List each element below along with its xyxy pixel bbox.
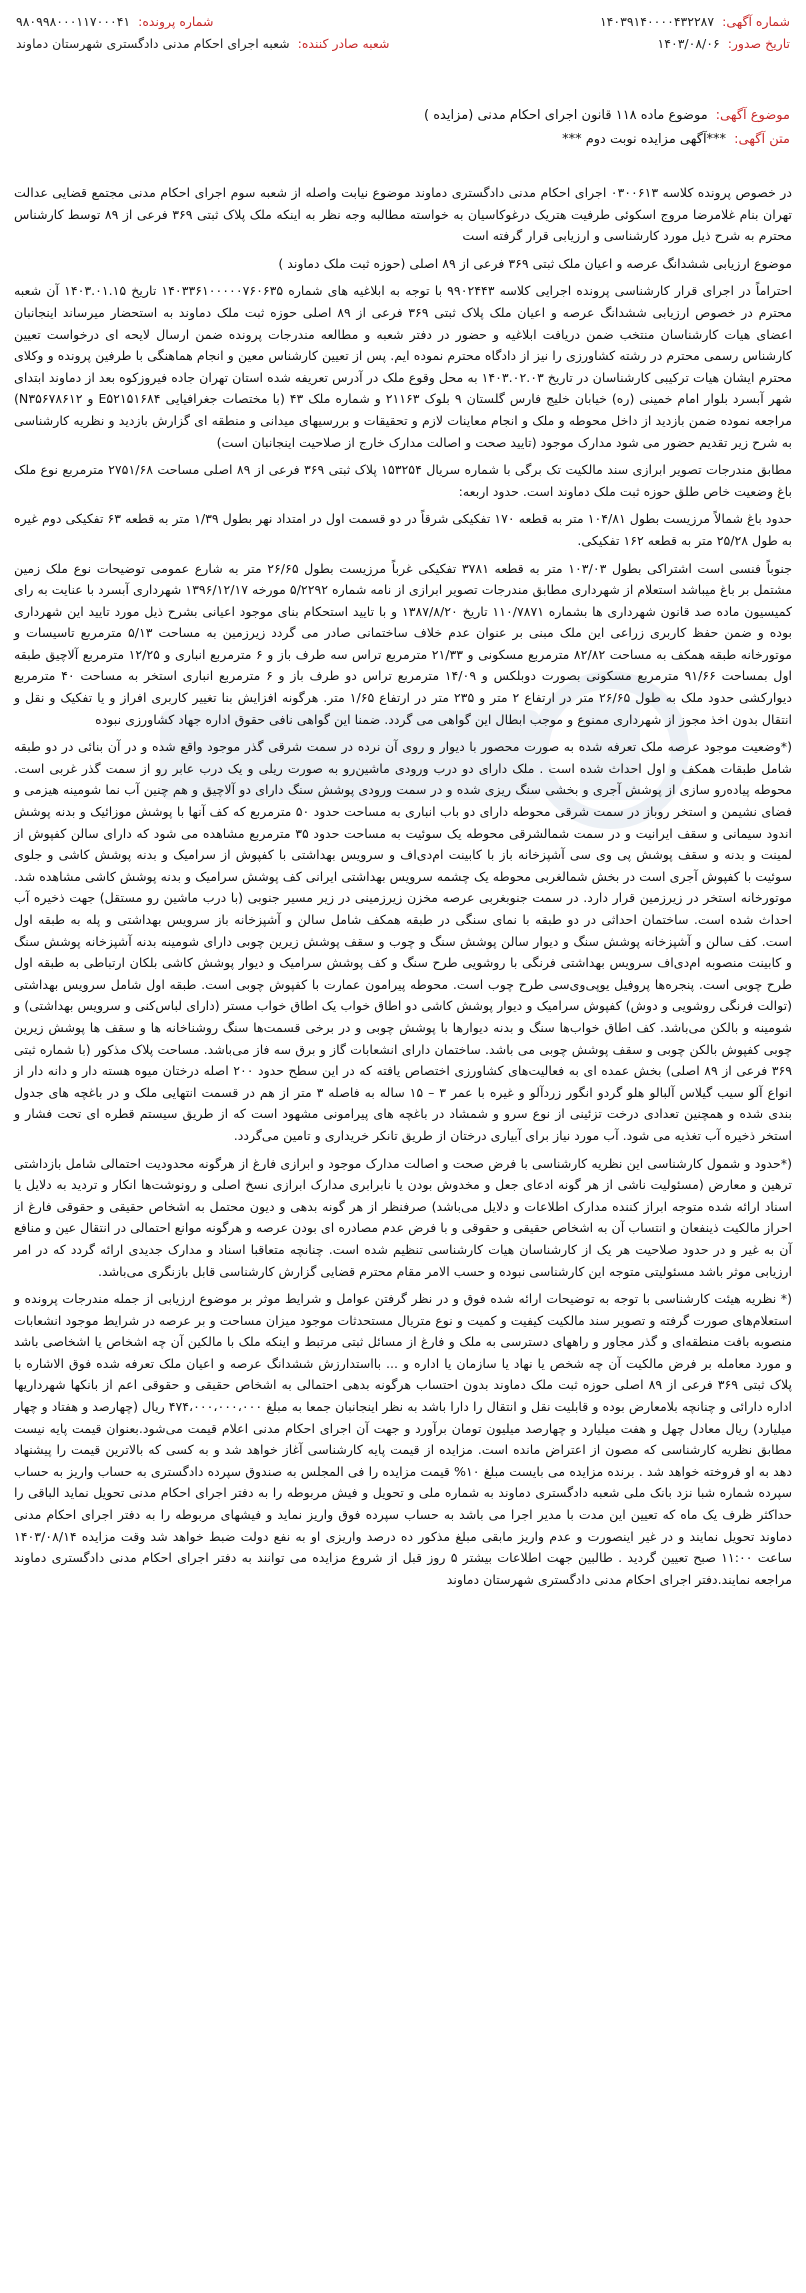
body-paragraph-deed: مطابق مندرجات تصویر ابرازی سند مالکیت تک برگی با شماره سریال ۱۵۳۲۵۴ پلاک ثبتی ۳۶۹ فرعی از ۸۹ اصلی مساحت ۲۷۵۱/۶۸ مترمربع نوع ملک باغ وضعیت خاص طلق حوزه ثبت ملک دماوند است. حدود اربعه: (14, 462, 792, 499)
case-number: ۹۸۰۹۹۸۰۰۰۱۱۷۰۰۰۴۱ (16, 13, 131, 29)
ad-number: ۱۴۰۳۹۱۴۰۰۰۰۴۳۲۲۸۷ (599, 13, 715, 29)
body-paragraph-scope: (*حدود و شمول کارشناسی این نظریه کارشناسی با فرض صحت و اصالت مدارک موجود و ابرازی فارغ از هرگونه محدودیت احتمالی شامل بازداشتی ترهین و معارض (مسئولیت ناشی از هر گونه ادعای جعل و مخدوش بودن یا نابرابری مدارک ابرازی نسخ اصلی و رونوشت‌ها انکار و تردید به دلایل یا اسناد ارائه شده متوجه ابراز کننده مدارک اطلاعات و دلایل می‌باشد) صرفنظر از هر گونه بدهی و دیون محتمل به اشخاص حقیقی و حقوقی فارغ از احراز مالکیت ذینفعان و انتساب آن به اشخاص حقیقی و حقوقی و با فرض عدم مصادره ای بودن عرصه و هرگونه موانع احتمالی در انتقال عین و منافع آن به غیر و در حدود صلاحیت هر یک از کارشناسان هیات کارشناسی تنظیم شده است. چنانچه متعاقبا اسناد و مدارک جدیدی ارائه گردد که در امر ارزیابی موثر باشد مسئولیتی متوجه این کارشناسی نبوده و حسب الامر مقام محترم قضایی گزارش کارشناسی قابل بازنگری می‌باشد. (14, 1155, 792, 1279)
branch-label: شعبه صادر کننده: (297, 35, 390, 51)
issue-date-cell (658, 36, 790, 51)
header-row-2 (16, 32, 790, 54)
issue-date-label: تاریخ صدور: (727, 35, 790, 51)
case-number-cell (16, 14, 213, 29)
body-paragraph-valuation: (* نظریه هیئت کارشناسی با توجه به توضیحات ارائه شده فوق و در نظر گرفتن عوامل و شرایط موثر بر موضوع ارزیابی از جمله مندرجات پرونده و استعلام‌های صورت گرفته و تصویر سند مالکیت کیفیت و کمیت و نوع متریال مستحدثات موجود میزان مساحت و بر عرصه در شرایط موجود انشعابات منصوبه بافت منطقه‌ای و گذر مجاور و راههای دسترسی به ملک و فارغ از مسائل ثبتی مرتبط و اینکه ملک با مالکین آن چه اشخاص یا اشخاصی باشد و مورد معامله بر فرض مالکیت آن چه شخص یا نهاد یا سازمان یا اداره و ... بااستدارزش ششدانگ عرصه و اعیان ملک تعرفه شده فوق الاشاره با پلاک ثبتی ۳۶۹ فرعی از ۸۹ اصلی حوزه ثبت ملک دماوند بدون احتساب هرگونه بدهی احتمالی به اشخاص حقیقی و حقوقی اعم از بانکها شهرداریها اداره دارائی و چنانچه بلامعارض بوده و قابلیت نقل و انتقال را دارا باشد به نظر اینجانبان جمعا به مبلغ ۴۷۴،۰۰۰،۰۰۰،۰۰۰ ریال (چهارصد و هفتاد و چهار میلیارد) ریال معادل چهل و هفت میلیارد و چهارصد میلیون تومان برآورد و جهت آن اجرای احکام مدنی اعلام قیمت می‌شود.بعنوان قیمت پایه نیست مطابق نظریه کارشناسی که مصون از اعتراض مانده است. مزایده از قیمت پایه کارشناسی آغاز خواهد شد و به کسی که بالاترین قیمت را پیشنهاد دهد به او فروخته خواهد شد . برنده مزایده می بایست مبلغ ۱۰% قیمت مزایده را فی المجلس به صندوق سپرده دادگستری به حساب واریز به حساب سپرده شماره شبا نزد بانک ملی شعبه دادگستری دماوند به شماره ملی و تحویل و فیش مربوطه را به دفتر اجرای احکام مدنی تحویل نماید الباقی را حداکثر ظرف یک ماه که تعیین این مدت با مدیر اجرا می باشد به حساب سپرده فوق واریز نماید و فیشهای مربوطه را به دفتر اجرای احکام مدنی دماوند تحویل نمایند و در غیر اینصورت و عدم واریز مابقی مبلغ مذکور ده درصد واریزی او به نفع دولت ضبط خواهد شد وقت مزایده ۱۴۰۳/۰۸/۱۴ ساعت ۱۱:۰۰ صبح تعیین گردید . طالبین جهت اطلاعات بیشتر ۵ روز قبل از شروع مزایده می توانند به دفتر اجرای احکام مدنی دادگستری دماوند مراجعه نمایند.دفتر اجرای احکام مدنی دادگستری شهرستان دماوند (14, 1291, 793, 1587)
ad-number-cell (600, 14, 790, 29)
ad-subject-line (16, 104, 790, 128)
branch-cell (16, 36, 389, 51)
issue-date: ۱۴۰۳/۰۸/۰۶ (657, 35, 720, 51)
branch-name: شعبه اجرای احکام مدنی دادگستری شهرستان دماوند (16, 35, 290, 51)
header-row-1 (16, 10, 790, 32)
ad-header (0, 0, 806, 92)
ad-text-label: متن آگهی: (734, 132, 790, 147)
ad-subject-label: موضوع آگهی: (715, 108, 790, 123)
ad-subject: موضوع ماده ۱۱۸ قانون اجرای احکام مدنی (مزایده ) (424, 108, 708, 123)
ad-text-title: ***آگهی مزایده نوبت دوم *** (562, 132, 727, 147)
ad-number-label: شماره آگهی: (722, 13, 790, 29)
body-paragraph-subject: موضوع ارزیابی ششدانگ عرصه و اعیان ملک ثبتی ۳۶۹ فرعی از ۸۹ اصلی (حوزه ثبت ملک دماوند ) (278, 255, 792, 271)
ad-meta (16, 104, 790, 152)
ad-body (14, 182, 792, 1596)
ad-text-line (16, 128, 790, 152)
body-paragraph-condition: (*وضعیت موجود عرصه ملک تعرفه شده به صورت محصور با دیوار و روی آن نرده در سمت شرقی گذر موجود واقع شده و در آن بنائی در دو طبقه شامل طبقات همکف و اول احداث شده است . ملک دارای دو درب ورودی ماشین‌رو به صورت ریلی و یک درب عابر رو از سمت گذر غربی است. محوطه پیاده‌رو سازی از پوشش آجری و بخشی سنگ ریزی شده و در سمت ورودی پوشش سنگ دارای دو آلاچیق و هم چنین آب نما شومینه هیزمی و فضای نشیمن و استخر روباز در سمت شرقی محوطه دارای دو باب انباری به مساحت حدود ۵۰ مترمربع که کف آنها با پوشش موزائیک و بدنه پوشش اندود سیمانی و سقف ایرانیت و در سمت شمالشرقی محوطه یک سوئیت به مساحت حدود ۳۵ مترمربع مشاهده می شود که دارای سالن کفپوش از لمینت و بدنه و سقف پوشش پی وی سی آشپزخانه باز با کابینت ام‌دی‌اف و سرویس بهداشتی با کفپوش از سرامیک و بدنه پوشش کاشی و جلوی سوئیت با کفپوش آجری است در بخش شمالغربی محوطه یک چشمه سرویس بهداشتی ایرانی کف پوشش سرامیک و بدنه پوشش کاشی مشاهده شد. موتورخانه استخر در زیرزمین قرار دارد. در سمت جنوبغربی عرصه مخزن زیرزمینی در زیر مسیر جنوبی (با درب ماشین رو مستقل) جهت ذخیره آب احداث شده است. ساختمان احداثی در دو طبقه با نمای سنگی در طبقه همکف شامل سالن و آشپزخانه باز سرویس بهداشتی و پله به طبقه اول است. کف سالن و آشپزخانه پوشش سنگ و دیوار سالن پوشش سنگ و چوب و سقف پوشش زیرین چوبی دارای شومینه بدنه آشپزخانه پوشش سنگ و کابینت منصوبه ام‌دی‌اف سرویس بهداشتی فرنگی با روشویی طرح سنگ و کف پوشش سرامیک و دیوار پوشش کاشی بلکان ارتباطی به طبقه اول طرح چوبی است. پنجره‌ها پروفیل یوپی‌وی‌سی طرح چوب است. محوطه پیرامون عمارت با کفپوش چوبی است. طبقه اول شامل سرویس بهداشتی (توالت فرنگی روشویی و دوش) کفپوش سرامیک و دیوار پوشش کاشی دو اطاق خواب یک اطاق خواب مستر (دارای لباس‌کنی و سرویس بهداشتی) و شومینه و بالکن می‌باشد. کف اطاق خواب‌ها سنگ و بدنه دیوارها با پوشش چوبی و در برخی قسمت‌ها سنگ روشناخانه ها و سقف ها پوشش زیرین چوبی کفپوش بالکن چوبی و سقف پوشش چوبی می باشد. ساختمان دارای انشعابات گاز و برق سه فاز می‌باشد. مساحت پلاک مذکور (با شماره ثبتی ۳۶۹ فرعی از ۸۹ اصلی) بخش عمده ای به فعالیت‌های کشاورزی اختصاص یافته که در این سطح حدود ۲۰۰ اصله درختان میوه هسته دار و دانه دار از انواع آلو سیب گیلاس آلبالو هلو گردو انگور زردآلو و غیره با عمر ۳ – ۱۵ ساله به فاصله ۳ متر از هم در قسمت انتهایی ملک و در باغچه های جدول بندی شده و همچنین تعدادی درخت تزئینی از نوع سرو و شمشاد در باغچه های پیرامونی مشهود است که از طریق سیستم قطره ای تحت فشار و استخر ذخیره آب تغذیه می شود. آب مورد نیاز برای آبیاری درختان از طریق تانکر خریداری و تامین می‌گردد. (14, 739, 792, 1143)
body-paragraph-municipality: جنوباً فنسی است اشتراکی بطول ۱۰۳/۰۳ متر به قطعه ۳۷۸۱ تفکیکی غرباً مرزیست بطول ۲۶/۶۵ متر به شارع عمومی توضیحات نوع ملک زمین مشتمل بر باغ میباشد استعلام از شهرداری مطابق مندرجات تصویر ابرازی از نامه شماره ۵/۲۲۹۲ مورخه ۱۳۹۶/۱۲/۱۷ شهرداری آبسرد با عنایت به رای کمیسیون ماده صد قانون شهرداری ها بشماره ۱۱۰/۷۸۷۱ تاریخ ۱۳۸۷/۸/۲۰ و با تایید استحکام بنای موجود اعیانی بشرح ذیل مورد تایید این شهرداری بوده و ضمن حفظ کاربری زراعی این ملک مبنی بر عنوان عدم خلاف ساختمانی صادر می گردد زیرزمین به مساحت ۵/۱۳ مترمربع تاسیسات و موتورخانه طبقه همکف به مساحت ۸۲/۸۲ مترمربع مسکونی و ۲۱/۳۳ مترمربع تراس سه طرف باز و ۶ مترمربع انباری و ۱۲/۲۵ مترمربع آلاچیق طبقه اول بمساحت ۹۱/۶۶ مترمربع مسکونی بصورت دوبلکس و ۱۴/۰۹ مترمربع تراس دو طرف باز و ۶ مترمربع انباری استخر به مساحت ۴۰ مترمربع دیوارکشی حدود ملک به طول ۲۶/۶۵ متر در ارتفاع ۲ متر و ۲۳۵ متر در ارتفاع ۱/۶۵ متر. هرگونه افزایش بنا تغییر کاربری افراز و یا تفکیک و نقل و انتقال بدون اخذ مجوز از شهرداری ممنوع و موجب ابطال این گواهی می گردد. ضمنا این گواهی نافی حقوق اداره جهاد کشاورزی نبوده (14, 560, 793, 727)
body-paragraph-boundaries: حدود باغ شمالاً مرزیست بطول ۱۰۴/۸۱ متر به قطعه ۱۷۰ تفکیکی شرقاً در دو قسمت اول در امتداد نهر بطول ۱/۳۹ متر به قطعه ۶۳ تفکیکی دوم غیره به طول ۲۵/۲۸ متر به قطعه ۱۶۲ تفکیکی. (14, 511, 792, 548)
body-paragraph-report: احتراماً در اجرای قرار کارشناسی پرونده اجرایی کلاسه ۹۹۰۲۴۴۳ با توجه به ابلاغیه های شماره ۱۴۰۳۳۶۱۰۰۰۰۰۷۶۰۶۳۵ تاریخ ۱۴۰۳.۰۱.۱۵ آن شعبه محترم در خصوص ارزیابی ششدانگ عرصه و اعیان ملک پلاک ثبتی ۳۶۹ فرعی از ۸۹ اصلی حوزه ثبت ملک دماوند به استحضار میرساند اینجانبان اعضای هیات کارشناسان منتخب ضمن دریافت ابلاغیه و حضور در دفتر شعبه و مطالعه مندرجات پرونده ضمن ارسال لایحه ای درخواست تعیین کارشناس رسمی محترم در رشته کشاورزی را نیز از دادگاه محترم نموده ایم. پس از تعیین کارشناس معین و انجام هماهنگی با طرفین پرونده و وکلای محترم ایشان هیات ترکیبی کارشناسان در تاریخ ۱۴۰۳.۰۲.۰۳ به محل وقوع ملک در آدرس تعریفه شده استان تهران جاده فیروزکوه بعد از دماوند ابتدای شهر آبسرد بلوار امام خمینی (ره) خیابان خلیج فارس گلستان ۹ بلوک ۲۱۱۶۳ و شماره ملک ۴۳ (با مختصات جغرافیایی E۵۲۱۵۱۶۸۴ و N۳۵۶۷۸۶۱۲) مراجعه نموده ضمن بازدید از داخل محوطه و ملک و انجام معاینات لازم و تحقیقات و بررسیهای میدانی و منطقه ای گزارش بازدید و نظریه کارشناسی به شرح زیر تقدیم حضور می شود مدارک موجود (تایید صحت و اصالت مدارک خارج از صلاحیت اینجانبان است) (14, 283, 792, 450)
case-number-label: شماره پرونده: (138, 13, 214, 29)
body-paragraph-intro: در خصوص پرونده کلاسه ۰۳۰۰۶۱۳ اجرای احکام مدنی دادگستری دماوند موضوع نیابت واصله از شعبه سوم اجرای احکام مدنی مجتمع قضایی عدالت تهران بنام غلامرضا مروج اسکوئی طرفیت هتریک درغوکاسیان به خواسته مطالبه وجه نظر به اینکه ملک پلاک ثبتی ۳۶۹ فرعی از ۸۹ توسط کارشناس محترم به شرح ذیل مورد کارشناسی و ارزیابی قرار گرفته است (14, 185, 792, 244)
